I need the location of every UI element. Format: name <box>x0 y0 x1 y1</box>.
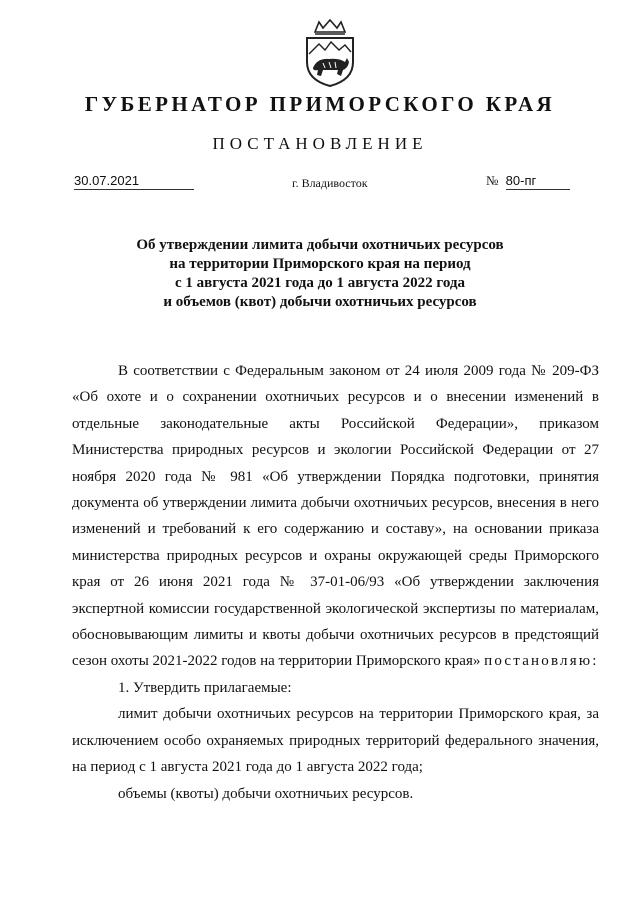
item-1: 1. Утвердить прилагаемые: <box>118 679 292 696</box>
item-1-quotas: объемы (квоты) добычи охотничьих ресурсов. <box>118 785 414 802</box>
document-title <box>0 236 640 312</box>
document-number-field <box>486 173 580 190</box>
document-city: г. Владивосток <box>292 176 368 190</box>
primorye-coat-of-arms-icon <box>301 18 359 88</box>
item-1-limit: лимит добычи охотничьих ресурсов на территории Приморского края, за исключением особо охраняемых природных территорий федерального значения, на период с 1 августа 2021 года до 1 августа 2022 года; <box>72 706 599 776</box>
title-line: с 1 августа 2021 года до 1 августа 2022 года <box>174 275 465 291</box>
number-sign: № <box>486 173 499 188</box>
resolve-word: постановляю: <box>484 653 599 670</box>
preamble-text: В соответствии с Федеральным законом от 24 июля 2009 года № 209-ФЗ «Об охоте и о сохранении охотничьих ресурсов и о внесении изменений в отдельные законодательные акты Российской Федерации», приказом Министерства природных ресурсов и экологии Российской Федерации от 27 ноября 2020 года № 981 «Об утверждении Порядка подготовки, принятия документа об утверждении лимита добычи охотничьих ресурсов, внесения в него изменений и требований к его содержанию и составу», на основании приказа министерства природных ресурсов и охраны окружающей среды Приморского края от 26 июня 2021 года № 37-01-06/93 «Об утверждении заключения экспертной комиссии государственной экологической экспертизы по материалам, обосновывающим лимиты и квоты добычи охотничьих ресурсов в предстоящий сезон охоты 2021-2022 годов на территории Приморского края» <box>72 363 599 670</box>
title-line: и объемов (квот) добычи охотничьих ресурсов <box>163 294 477 310</box>
title-line: на территории Приморского края на период <box>169 256 471 272</box>
authority-title: ГУБЕРНАТОР ПРИМОРСКОГО КРАЯ <box>84 92 556 116</box>
title-line: Об утверждении лимита добычи охотничьих ресурсов <box>136 237 504 253</box>
document-date: 30.07.2021 <box>74 173 194 190</box>
document-number: 80-пг <box>506 173 570 190</box>
preamble-paragraph <box>72 358 599 675</box>
document-body <box>72 358 599 807</box>
document-type: ПОСТАНОВЛЕНИЕ <box>212 134 428 153</box>
